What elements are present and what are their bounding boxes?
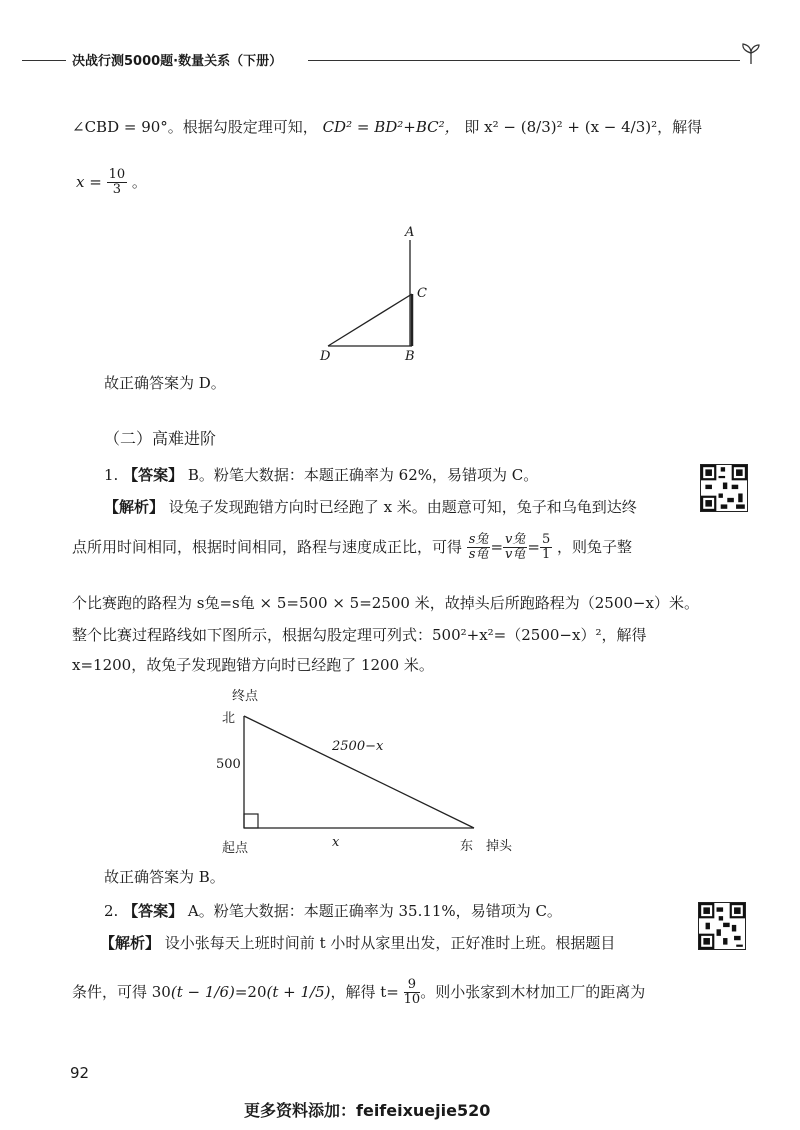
q1-analysis-tag: 【解析】 [104,498,165,516]
q1-number: 1. [104,466,119,484]
fraction-v-den: v龟 [505,547,526,563]
q1-analysis-text-2b: ，则兔子整 [557,537,633,556]
q2-expr-2: (t + 1/5) [266,982,331,1001]
fraction-v-ratio [503,533,527,563]
q1-analysis-text-1: 设兔子发现跑错方向时已经跑了 x 米。由题意可知，兔子和乌龟到达终 [168,498,637,516]
qr-pattern-icon [699,903,745,949]
period: 。 [131,172,147,191]
fraction-s-num: s兔 [468,532,489,547]
continuation-line-1 [72,118,702,136]
section-title: （二）高难进阶 [104,429,217,448]
q1-answer-tag: 【答案】 [123,466,184,484]
header-rule-left [22,60,66,61]
q2-answer-text: A。粉笔大数据：本题正确率为 35.11%，易错项为 C。 [187,902,562,920]
fraction-5-num: 5 [541,532,551,547]
fraction-9-num: 9 [404,978,421,993]
continuation-text-a: ∠CBD = 90°。根据勾股定理可知， [72,118,318,136]
q2-text-2f: 。则小张家到木材加工厂的距离为 [420,982,646,1001]
continuation-line-2 [76,168,147,198]
fraction-s-ratio [467,533,491,563]
qr-pattern-icon [701,465,747,511]
q2-text-2e: ，解得 t= [330,982,399,1001]
sprout-icon [738,40,764,66]
continuation-text-c: 即 x² − (8/3)² + (x − 4/3)²，解得 [464,118,703,136]
qr-code-q1[interactable] [700,464,748,512]
q2-analysis-line-1 [100,934,615,952]
q2-answer-line [104,902,562,920]
page-number: 92 [70,1064,90,1082]
answer-conclusion-d: 故正确答案为 D。 [104,374,226,392]
label-d: D [320,349,331,364]
label-north: 北 [222,711,236,726]
label-turnaround: 掉头 [486,839,513,854]
answer-conclusion-b: 故正确答案为 B。 [104,868,225,886]
q1-analysis-line-4: 整个比赛过程路线如下图所示，根据勾股定理可列式：500²+x²=（2500−x）²，解得 [72,626,647,644]
equals-sign-1: = [490,537,504,556]
q1-analysis-line-5: x=1200，故兔子发现跑错方向时已经跑了 1200 米。 [72,656,434,674]
label-c: C [417,286,427,301]
route-hypotenuse [244,716,474,828]
q2-text-2a: 条件，可得 30 [72,982,171,1001]
q1-answer-line [104,466,538,484]
fraction-s-den: s龟 [468,547,489,563]
label-east: 东 [460,839,474,854]
q1-analysis-line-2 [72,533,632,563]
running-header: 决战行测5000题·数量关系（下册） [72,54,283,69]
q2-expr-1: (t − 1/6) [170,982,235,1001]
right-angle-marker [244,814,258,828]
equals-sign-2: = [527,537,540,556]
q2-analysis-tag: 【解析】 [100,934,161,952]
fraction-1-den: 1 [541,547,551,563]
label-a: A [405,225,415,240]
label-500: 500 [216,757,241,772]
label-start-point: 起点 [222,841,249,856]
fraction-10-3 [107,168,128,198]
q2-analysis-text-1: 设小张每天上班时间前 t 小时从家里出发，正好准时上班。根据题目 [164,934,616,952]
q2-answer-tag: 【答案】 [123,902,184,920]
fraction-numerator: 10 [108,167,126,182]
q2-number: 2. [104,902,119,920]
label-b: B [405,349,415,364]
fraction-5-1 [540,533,552,563]
q1-analysis-line-3: 个比赛跑的路程为 s兔=s龟 × 5=500 × 5=2500 米，故掉头后所跑路程为（2500−x）米。 [72,594,699,612]
label-x: x [332,835,340,850]
triangle-diagram-cbd [310,222,450,367]
label-hypotenuse: 2500−x [332,739,384,754]
x-equals: x = [76,172,102,191]
header-rule-right [308,60,740,61]
route-triangle-diagram [212,680,532,860]
fraction-denominator: 3 [112,182,121,198]
fraction-10-den: 10 [403,992,421,1008]
segment-dc [328,294,412,346]
qr-code-q2[interactable] [698,902,746,950]
footer-contact: 更多资料添加：feifeixuejie520 [244,1101,491,1120]
fraction-9-10 [404,978,421,1008]
q1-analysis-text-2a: 点所用时间相同，根据时间相同，路程与速度成正比，可得 [72,537,463,556]
fraction-v-num: v兔 [505,532,526,547]
q2-text-2c: =20 [234,982,267,1001]
continuation-text-b: CD² = BD²+BC²， [322,118,460,136]
q1-answer-text: B。粉笔大数据：本题正确率为 62%，易错项为 C。 [187,466,539,484]
q2-analysis-line-2 [72,978,645,1008]
label-end-point: 终点 [232,689,259,704]
q1-analysis-line-1 [104,498,637,516]
